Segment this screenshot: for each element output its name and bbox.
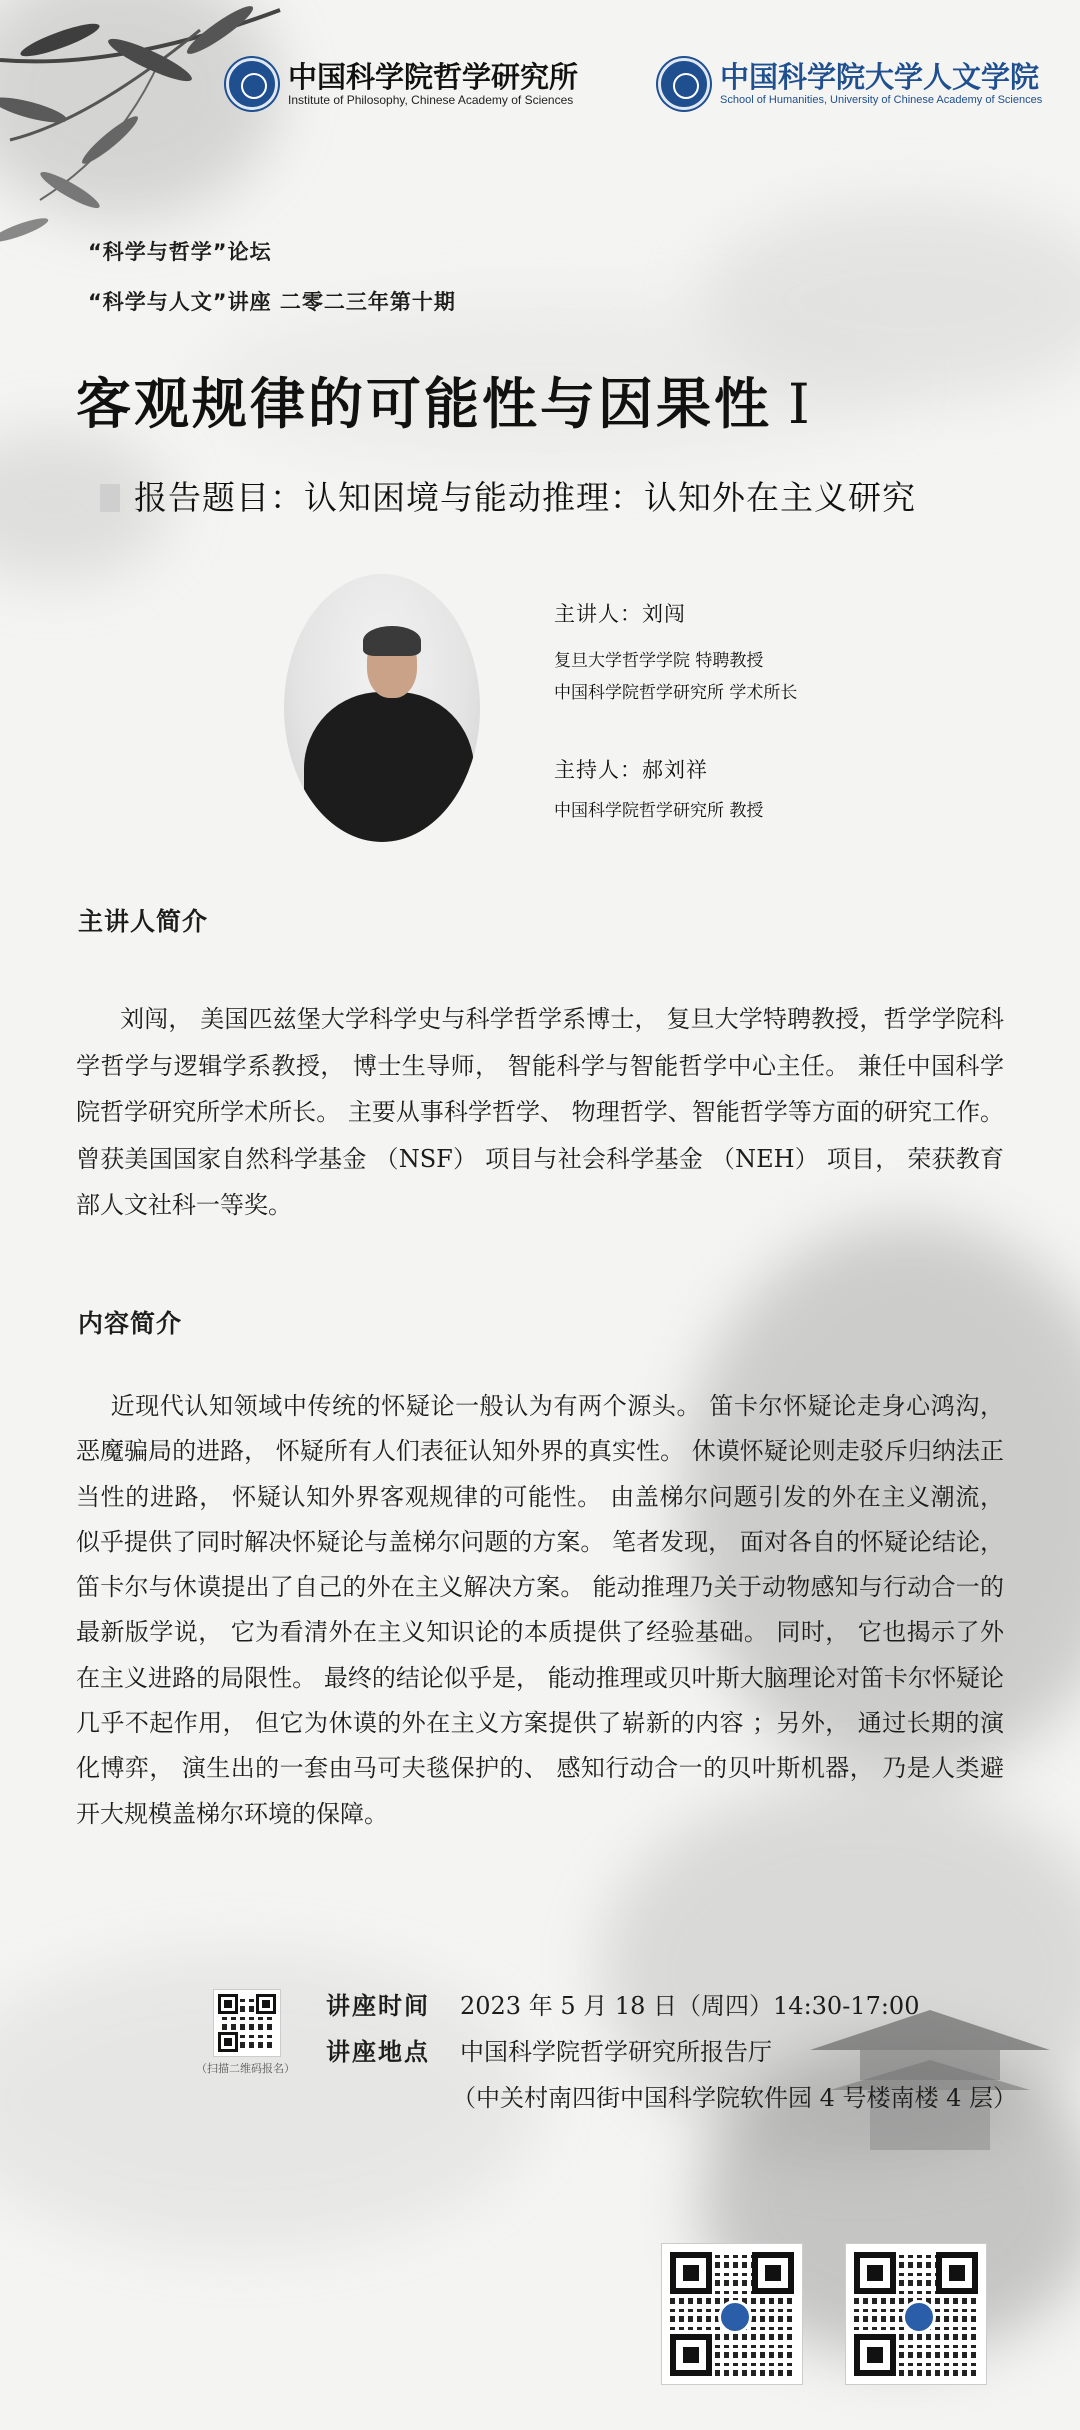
institute-qr-logo-icon [718, 2300, 752, 2334]
school-name-zh: 中国科学院大学人文学院 [720, 60, 1040, 94]
title-numeral: I [788, 372, 813, 436]
institute-name-en: Institute of Philosophy, Chinese Academy of Sciences [288, 93, 574, 107]
speaker-affiliation-2: 中国科学院哲学研究所 学术所长 [554, 683, 798, 703]
institute-name-zh: 中国科学院哲学研究所 [288, 60, 579, 94]
school-name-en: School of Humanities, University of Chinese Academy of Sciences [720, 94, 1043, 106]
scan-qr-label: （扫描二维码报名） [196, 2062, 295, 2075]
speaker-name: 主讲人：刘闯 [554, 602, 686, 626]
institute-logo[interactable] [226, 58, 578, 110]
lecture-time-value: 2023 年 5 月 18 日（周四）14:30-17:00 [460, 1992, 920, 2020]
speaker-photo [284, 574, 480, 842]
forum-series-label: “科学与哲学”论坛 [88, 240, 272, 264]
content-summary-text: 近现代认知领域中传统的怀疑论一般认为有两个源头。 笛卡尔怀疑论走身心鸿沟， 恶魔骗局的进路， 怀疑所有人们表征认知外界的真实性。 休谟怀疑论则走驳斥归纳法正当性的进路， 怀疑认知外界客观规律的可能性。 由盖梯尔问题引发的外在主义潮流， 似乎提供了同时解决怀疑论与盖梯尔问题的方案。 笔者发现， 面对各自的怀疑论结论， 笛卡尔与休谟提出了自己的外在主义解决方案。 能动推理乃关于动物感知与行动合一的最新版学说， 它为看清外在主义知识论的本质提供了经验基础。 同时， 它也揭示了外在主义进路的局限性。 最终的结论似乎是， 能动推理或贝叶斯大脑理论对笛卡尔怀疑论几乎不起作用， 但它为休谟的外在主义方案提供了崭新的内容 ；另外， 通过长期的演化博弈， 演生出的一套由马可夫毯保护的、 感知行动合一的贝叶斯机器， 乃是人类避开大规模盖梯尔环境的保障。 [76, 1392, 1004, 1828]
school-qr-code[interactable] [846, 2244, 986, 2384]
lecture-place-value: 中国科学院哲学研究所报告厅 [460, 2038, 772, 2066]
content-heading: 内容简介 [78, 1309, 183, 1338]
school-logo[interactable] [658, 58, 1042, 110]
host-affiliation: 中国科学院哲学研究所 教授 [554, 801, 764, 821]
title-text: 客观规律的可能性与因果性 [76, 372, 773, 436]
host-name: 主持人：郝刘祥 [554, 758, 708, 782]
speaker-affiliation-1: 复旦大学哲学学院 特聘教授 [554, 651, 764, 671]
institute-qr-code[interactable] [662, 2244, 802, 2384]
lecture-place-label: 讲座地点 [326, 2038, 430, 2066]
page-title [76, 360, 813, 439]
lecture-series-label: “科学与人文”讲座 二零二三年第十期 [88, 290, 456, 314]
lecture-time-label: 讲座时间 [326, 1992, 430, 2020]
report-subtitle: 报告题目：认知困境与能动推理：认知外在主义研究 [134, 478, 916, 517]
lecture-address: （中关村南四街中国科学院软件园 4 号楼南楼 4 层） [452, 2084, 1018, 2112]
speaker-bio-heading: 主讲人简介 [78, 907, 209, 936]
registration-qr-code[interactable] [214, 1990, 280, 2056]
cas-seal-icon [226, 58, 278, 110]
school-qr-logo-icon [902, 2300, 936, 2334]
speaker-bio-text: 刘闯， 美国匹兹堡大学科学史与科学哲学系博士， 复旦大学特聘教授，哲学学院科学哲学与逻辑学系教授， 博士生导师， 智能科学与智能哲学中心主任。 兼任中国科学院哲学研究所学术所长。 主要从事科学哲学、 物理哲学、智能哲学等方面的研究工作。 曾获美国国家自然科学基金 （NSF） 项目与社会科学基金 （NEH） 项目， 荣获教育部人文社科一等奖。 [76, 1005, 1004, 1219]
ucas-seal-icon [658, 58, 710, 110]
subtitle-marker [100, 484, 120, 512]
